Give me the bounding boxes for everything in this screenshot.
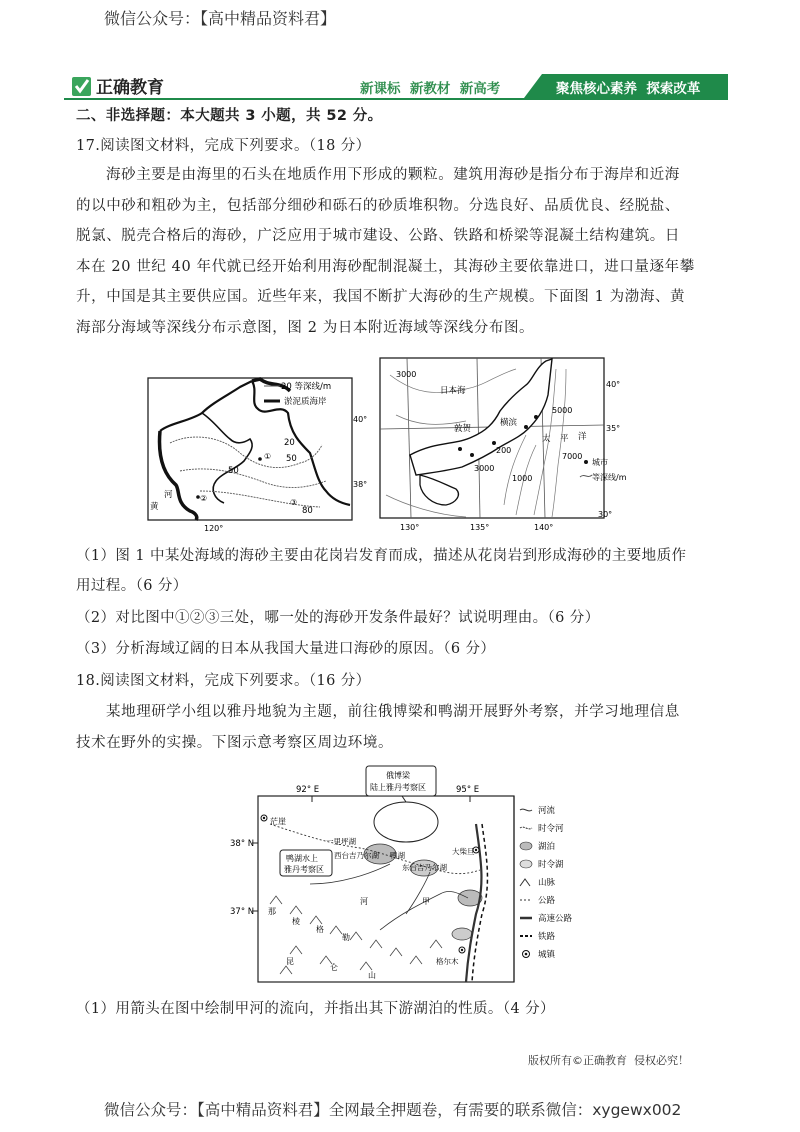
q18-legend-seasonal-lake: 时令湖: [538, 860, 564, 870]
q18-legend-highway: 高速公路: [538, 914, 573, 924]
fig1-legend-depth: 20 等深线/m: [281, 382, 332, 392]
q18-callout-top-2: 陆上雅丹考察区: [370, 783, 426, 792]
fig2-lat-40: 40°: [606, 380, 621, 389]
fig2-pacific-2: 平: [560, 434, 569, 444]
q18-yiliping: 一里坪湖: [326, 837, 356, 846]
q18-mangya: 茫崖: [270, 817, 286, 826]
publisher-banner: [64, 72, 728, 100]
q18-legend-town: 城镇: [538, 950, 556, 960]
banner-tags: 新课标 新教材 新高考: [360, 81, 501, 97]
banner-slogan: 聚焦核心素养 探索改革: [556, 81, 701, 97]
q17-passage: [76, 160, 726, 343]
q17-sub3: （3）分析海域辽阔的日本从我国大量进口海砂的原因。（6 分）: [76, 641, 496, 657]
fig1-marker-3: ③: [290, 498, 298, 507]
fig2-yokohama: 横滨: [500, 418, 518, 428]
q18-xitai: 西台吉乃尔湖: [334, 851, 379, 860]
q18-kl1: 昆: [286, 957, 294, 966]
fig1-c50a: 50: [286, 454, 297, 464]
fig2-5000: 5000: [552, 406, 573, 415]
q18-line-2: 技术在野外的实操。下图示意考察区周边环境。: [76, 734, 394, 751]
figure-q18-qaidam-map: [230, 764, 600, 986]
fig2-3000a: 3000: [396, 370, 417, 379]
fig2-lat-30: 30°: [598, 510, 613, 519]
copyright-notice: 版权所有©正确教育 侵权必究！: [528, 1054, 689, 1067]
fig1-lat-38: 38°: [353, 480, 368, 489]
fig2-3000b: 3000: [474, 464, 495, 473]
q18-yahu: 鸭湖: [390, 851, 405, 860]
q17-line-4: 本在 20 世纪 40 年代就已经开始利用海砂配制混凝土，其海砂主要依靠进口，进口量逐年攀: [76, 258, 695, 275]
q18-kl2: 仑: [330, 963, 338, 972]
fig2-lat-35: 35°: [606, 424, 621, 433]
q17-sub1-b: 用过程。（6 分）: [76, 578, 188, 594]
q18-callout-left-1: 鸭湖水上: [286, 854, 318, 863]
q18-legend-road: 公路: [538, 896, 556, 906]
q17-line-3: 脱氯、脱壳合格后的海砂，广泛应用于城市建设、公路、铁路和桥梁等混凝土结构建筑。日: [76, 228, 680, 244]
q18-legend-railway: 铁路: [538, 932, 556, 942]
figure-1-bohai-map: [140, 373, 368, 535]
q17-line-6: 海部分海域等深线分布示意图，图 2 为日本附近海域等深线分布图。: [76, 319, 535, 336]
q18-dongtai: 东台吉乃尔湖: [402, 863, 447, 872]
fig1-c80: 80: [302, 506, 313, 516]
q18-na2: 棱: [292, 917, 300, 926]
fig1-c50b: 50: [228, 466, 239, 476]
q18-legend-river: 河流: [538, 806, 556, 816]
q18-he: 河: [360, 897, 368, 906]
q18-dachaidan: 大柴旦: [452, 847, 475, 856]
q18-legend-seasonal-river: 时令河: [538, 824, 564, 834]
q17-title: 17.阅读图文材料，完成下列要求。（18 分）: [76, 138, 371, 154]
logo-text: 正确教育: [96, 78, 164, 98]
fig2-lon-135: 135°: [470, 523, 490, 532]
q18-lon-95: 95° E: [456, 785, 480, 795]
q18-title: 18.阅读图文材料，完成下列要求。（16 分）: [76, 673, 371, 689]
q18-legend-mountain: 山脉: [538, 878, 556, 888]
q18-lon-92: 92° E: [296, 785, 320, 795]
fig2-200: 200: [496, 446, 512, 455]
fig1-lon-120: 120°: [204, 524, 224, 533]
q17-sub1-a: （1）图 1 中某处海域的海砂主要由花岗岩发育而成，描述从花岗岩到形成海砂的主要地质作: [76, 548, 687, 564]
q17-line-2: 的以中砂和粗砂为主，包括部分细砂和砾石的砂质堆积物。分选良好、品质优良、经脱盐、: [76, 197, 680, 214]
fig1-c20: 20: [284, 438, 295, 448]
q18-golmud: 格尔木: [436, 957, 459, 966]
q18-callout-top-1: 俄博梁: [386, 771, 410, 780]
q18-kl3: 山: [368, 971, 376, 980]
figure-2-japan-map: [376, 355, 627, 535]
fig2-pacific-3: 洋: [578, 432, 587, 442]
q17-line-1: 海砂主要是由海里的石头在地质作用下形成的颗粒。建筑用海砂是指分布于海岸和近海: [106, 167, 680, 183]
q18-lat-38: 38° N: [230, 839, 255, 849]
fig2-legend-depth: 等深线/m: [592, 473, 627, 482]
q18-legend-lake: 湖泊: [538, 842, 556, 852]
fig2-1000: 1000: [512, 474, 533, 483]
fig1-marker-2: ②: [200, 494, 208, 503]
section-title: 二、非选择题：本大题共 3 小题，共 52 分。: [76, 108, 383, 124]
q18-jia: 甲: [422, 897, 430, 906]
fig2-pacific-1: 太: [542, 434, 551, 444]
fig1-yellow-label: 黄: [150, 502, 159, 512]
q18-lat-37: 37° N: [230, 907, 255, 917]
fig2-lon-140: 140°: [534, 523, 554, 532]
q18-sub1: （1）用箭头在图中绘制甲河的流向，并指出其下游湖泊的性质。（4 分）: [76, 1001, 555, 1017]
bottom-watermark: 微信公众号：【高中精品资料君】全网最全押题卷，有需要的联系微信：xygewx002: [104, 1101, 682, 1119]
fig1-legend-coast: 淤泥质海岸: [284, 397, 327, 407]
q18-passage: [76, 697, 726, 758]
q18-line-1: 某地理研学小组以雅丹地貌为主题，前往俄博梁和鸭湖开展野外考察，并学习地理信息: [106, 704, 680, 720]
q17-sub2: （2）对比图中①②③三处，哪一处的海砂开发条件最好？试说明理由。（6 分）: [76, 610, 600, 626]
fig2-7000: 7000: [562, 452, 583, 461]
q18-na1: 那: [268, 907, 276, 916]
fig2-tsuruga: 敦贺: [454, 424, 472, 434]
fig2-japan-sea: 日本海: [440, 386, 466, 396]
q18-na4: 勒: [342, 933, 350, 942]
fig2-lon-130: 130°: [400, 523, 420, 532]
fig1-river-label: 河: [164, 490, 173, 500]
q18-na3: 格: [316, 925, 324, 934]
q18-callout-left-2: 雅丹考察区: [284, 865, 324, 874]
q17-line-5: 升，中国是其主要供应国。近些年来，我国不断扩大海砂的生产规模。下面图 1 为渤海、黄: [76, 289, 686, 305]
fig1-lat-40: 40°: [353, 415, 368, 424]
fig1-marker-1: ①: [264, 452, 272, 461]
fig2-legend-city: 城市: [592, 458, 608, 467]
top-watermark: 微信公众号：【高中精品资料君】: [104, 9, 337, 28]
